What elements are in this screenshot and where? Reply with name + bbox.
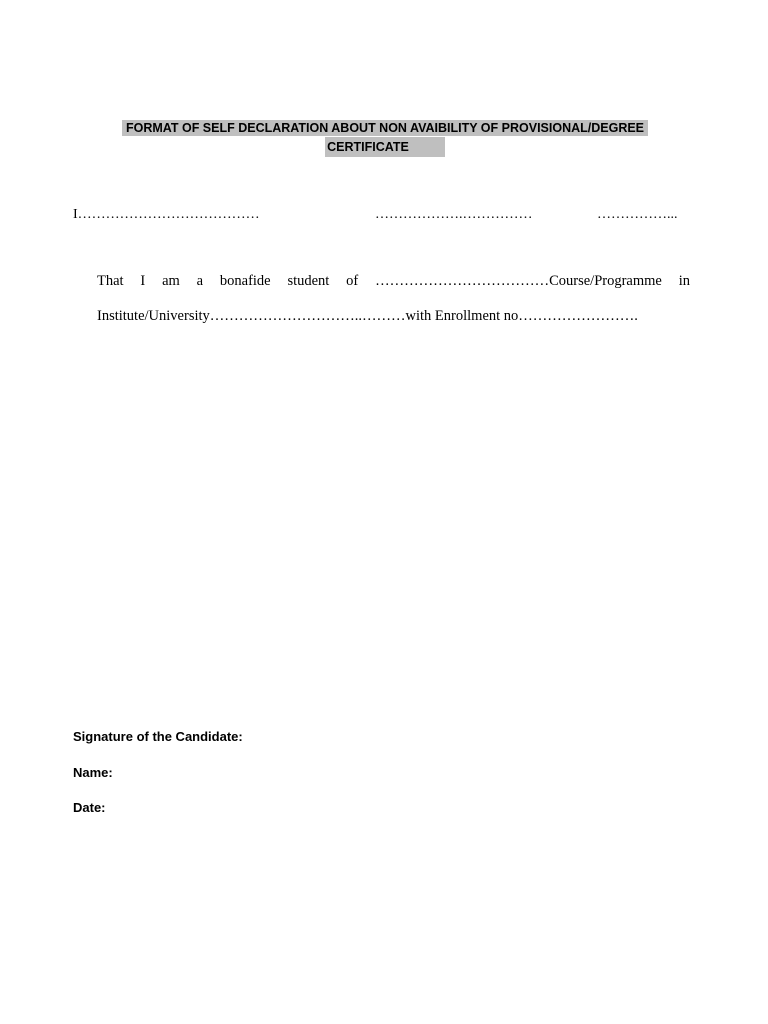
declaration-word: ………………………………Course/Programme <box>375 273 662 289</box>
declaration-word: That <box>97 273 124 289</box>
date-label: Date: <box>73 800 106 815</box>
name-label: Name: <box>73 765 113 780</box>
title-line-2: CERTIFICATE <box>325 137 445 157</box>
declaration-word: in <box>678 273 690 289</box>
declaration-word: am <box>162 273 180 289</box>
name-fill-part-3: ……………... <box>597 207 678 222</box>
declaration-word: student <box>287 273 330 289</box>
declaration-word: of <box>346 273 359 289</box>
document-title <box>60 119 710 157</box>
declaration-line-1 <box>97 273 690 290</box>
title-line-1: FORMAT OF SELF DECLARATION ABOUT NON AVAIBILITY OF PROVISIONAL/DEGREE <box>122 120 648 136</box>
signature-label: Signature of the Candidate: <box>73 729 243 744</box>
declaration-line-2: Institute/University…………………………..………with Enrollment no……………………. <box>97 308 638 324</box>
declaration-word: a <box>196 273 204 289</box>
declaration-word: bonafide <box>219 273 271 289</box>
name-fill-part-1: I………………………………… <box>73 207 260 222</box>
declaration-word: I <box>140 273 146 289</box>
name-fill-part-2: ……………….…………… <box>375 207 533 222</box>
